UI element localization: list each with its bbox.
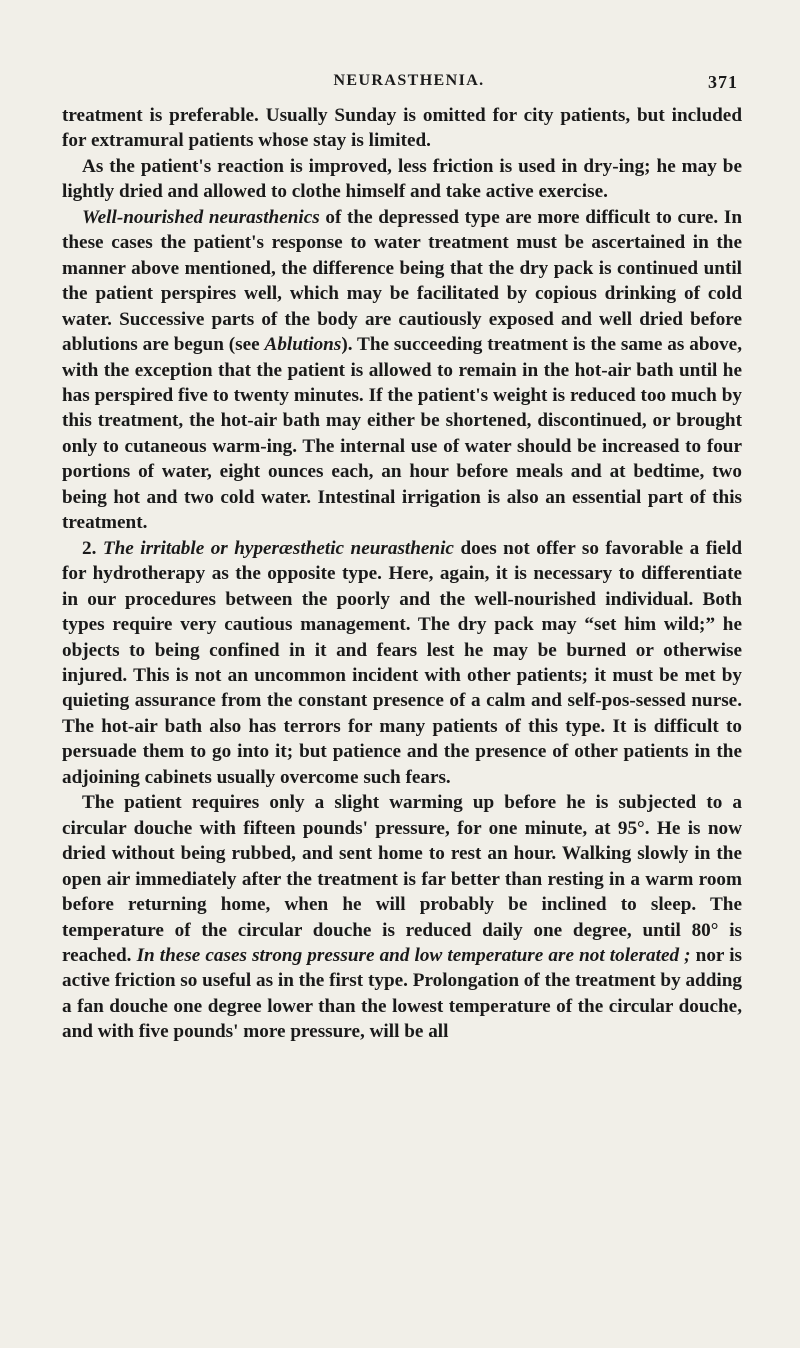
page-number: 371 (708, 72, 738, 92)
text-run: 2. (82, 537, 103, 559)
italic-run: The irritable or hyperæsthetic neurasthenic (102, 537, 454, 559)
text-run: of the depressed type are more difficult to cure. In these cases the patient's response to water treatment must be ascertained in the manner above mentioned, the difference being that the dry pack is continued until the patient perspires well, which may be facilitated by copious drinking of cold water. Successive parts of the body are cautiously exposed and well dried before ablutions are begun (see (62, 206, 742, 356)
body-text (62, 103, 742, 1045)
running-title: NEURASTHENIA. (333, 72, 485, 89)
text-run: nor is active friction so useful as in the first type. Prolongation of the treatment by adding a fan douche one degree lower than the lowest temperature of the circular douche, and with five pounds' more pressure, will be all (62, 944, 743, 1043)
text-run: ). The succeeding treatment is the same as above, with the exception that the patient is allowed to remain in the hot-air bath until he has perspired five to twenty minutes. If the patient's weight is reduced too much by this treatment, the hot-air bath may either be shortened, discontinued, or brought only to cutaneous warm-ing. The internal use of water should be increased to four portions of water, eight ounces each, an hour before meals and at bedtime, two being hot and two cold water. Intestinal irrigation is also an essential part of this treatment. (62, 334, 742, 534)
italic-run: Well-nourished neurasthenics (82, 206, 320, 228)
running-head (62, 72, 738, 94)
italic-run: In these cases strong pressure and low temperature are not tolerated ; (136, 944, 691, 966)
text-run: The patient requires only a slight warming up before he is subjected to a circular douche with fifteen pounds' pressure, for one minute, at 95°. He is now dried without being rubbed, and sent home to rest an hour. Walking slowly in the open air immediately after the treatment is far better than resting in a warm room before returning home, when he will probably be inclined to sleep. The temperature of the circular douche is reduced daily one degree, until 80° is reached. (62, 792, 742, 966)
paragraph-irritable-type (62, 536, 742, 791)
text-run: treatment is preferable. Usually Sunday is omitted for city patients, but included for extramural patients whose stay is limited. (62, 105, 742, 152)
paragraph-continuation (62, 103, 742, 154)
paragraph-circular-douche (62, 790, 742, 1045)
italic-run: Ablutions (264, 334, 342, 356)
paragraph-reaction (62, 154, 742, 205)
text-run: As the patient's reaction is improved, less friction is used in dry-ing; he may be lightly dried and allowed to clothe himself and take active exercise. (62, 155, 742, 203)
text-run: does not offer so favorable a field for hydrotherapy as the opposite type. Here, again, it is necessary to differentiate in our procedures between the poorly and the well-nourished individual. Both types require very cautious management. The dry pack may “set him wild;” he objects to being confined in it and fears lest he may be burned or otherwise injured. This is not an uncommon incident with other patients; it must be met by quieting assurance from the constant presence of a calm and self-pos-sessed nurse. The hot-air bath also has terrors for many patients of this type. It is difficult to persuade them to go into it; but patience and the presence of other patients in the adjoining cabinets usually overcome such fears. (62, 537, 742, 788)
paragraph-well-nourished (62, 205, 742, 536)
